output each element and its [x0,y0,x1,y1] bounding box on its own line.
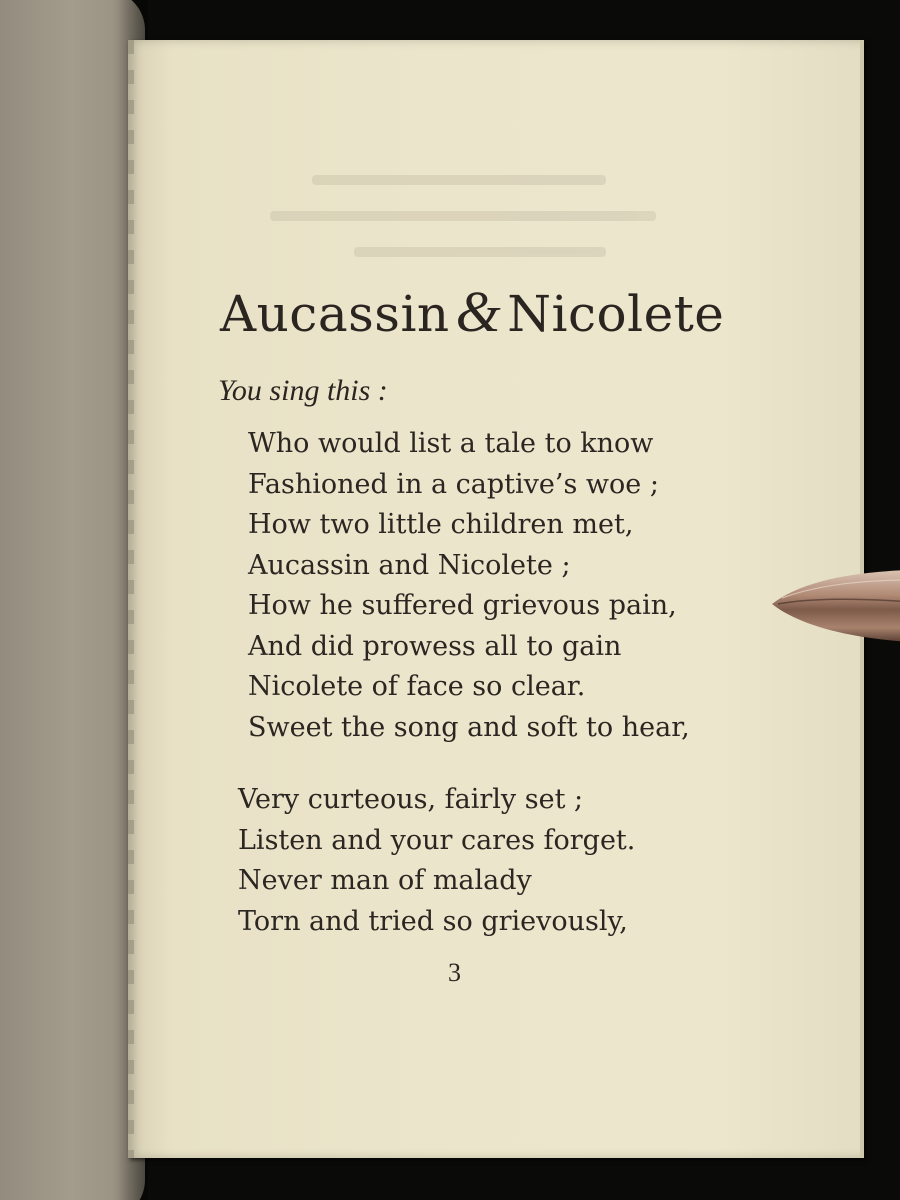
verse-stanza-1 [248,424,690,748]
verse-line: Torn and tried so grievously, [238,905,628,937]
verse-stanza-2 [238,780,635,942]
verse-line: Very curteous, fairly set ; [238,784,584,815]
page-title [220,278,724,345]
verse-line: Aucassin and Nicolete ; [248,549,571,581]
verse-line: Sweet the song and soft to hear, [248,711,690,743]
verse-line: How two little children met, [248,509,634,540]
page-number: 3 [448,958,461,987]
title-ampersand: & [455,279,502,344]
verse-line: Listen and your cares forget. [238,824,636,856]
title-aucassin: Aucassin [220,285,450,343]
show-through-text [270,175,690,295]
verse-line: Fashioned in a captive’s woe ; [248,468,659,500]
page-marker-icon [770,568,900,644]
verse-line: How he suffered grievous pain, [248,590,677,621]
verse-line: Nicolete of face so clear. [248,671,586,702]
verse-line: And did prowess all to gain [248,630,622,662]
title-nicolete: Nicolete [507,285,725,343]
stage-direction: You sing this : [218,374,388,407]
verse-line: Who would list a tale to know [248,428,654,459]
binding-stitches [128,40,134,1158]
verse-line: Never man of malady [238,865,532,896]
